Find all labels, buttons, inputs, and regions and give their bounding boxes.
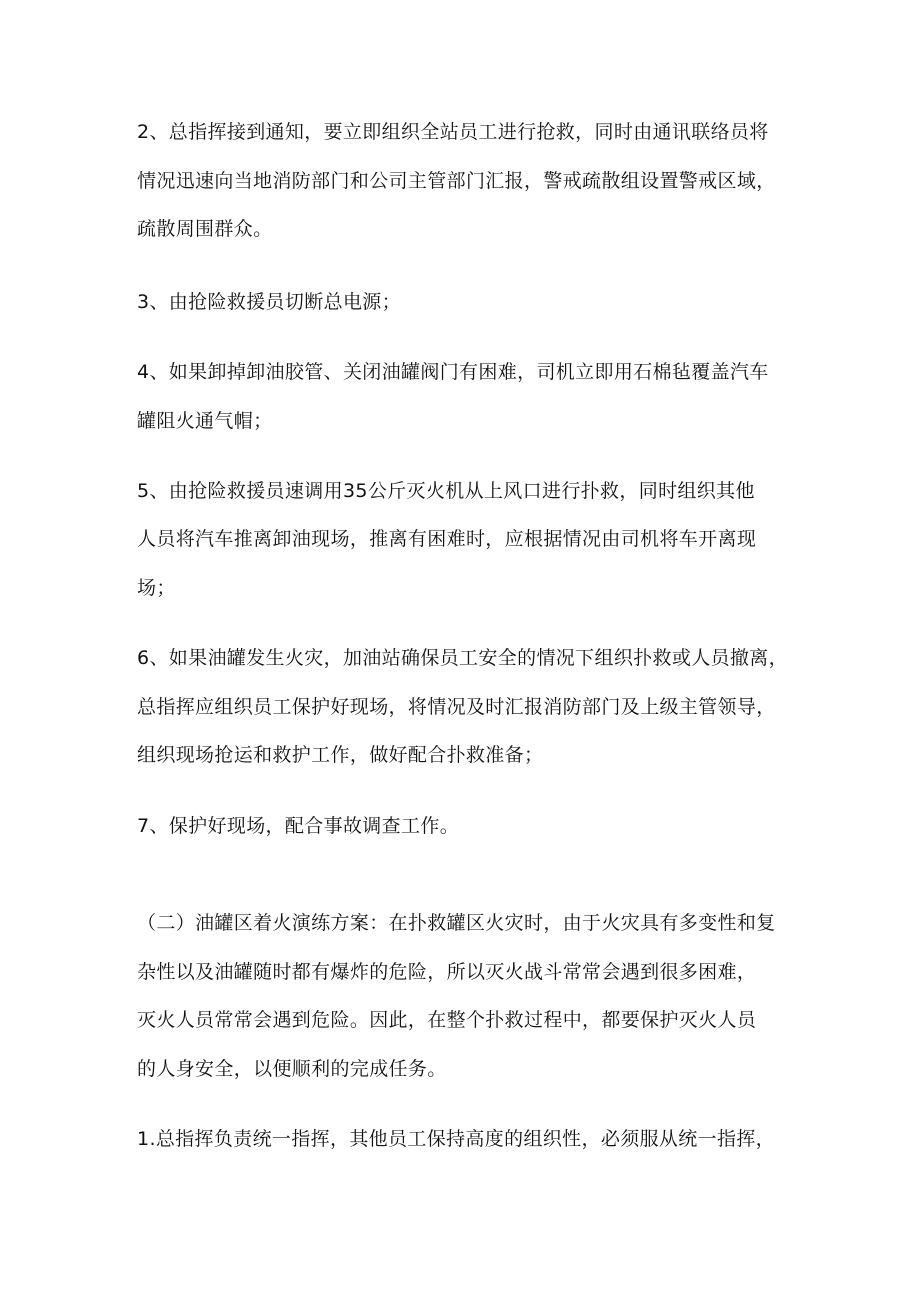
paragraph-item-6-line-3: 组织现场抢运和救护工作，做好配合扑救准备； <box>137 744 544 766</box>
paragraph-item-5-line-3: 场； <box>137 577 176 599</box>
paragraph-item-6-line-1: 6、如果油罐发生火灾，加油站确保员工安全的情况下组织扑救或人员撤离， <box>137 647 788 669</box>
paragraph-item-2-line-2: 情况迅速向当地消防部门和公司主管部门汇报，警戒疏散组设置警戒区域， <box>137 170 776 192</box>
paragraph-item-4-line-2: 罐阻火通气帽； <box>137 410 273 432</box>
paragraph-item-2-line-3: 疏散周围群众。 <box>137 218 273 240</box>
paragraph-item-2-line-1: 2、总指挥接到通知，要立即组织全站员工进行抢救，同时由通讯联络员将 <box>137 121 769 143</box>
paragraph-item-3-line-1: 3、由抢险救援员切断总电源； <box>137 291 401 313</box>
paragraph-item-6-line-2: 总指挥应组织员工保护好现场，将情况及时汇报消防部门及上级主管领导， <box>137 696 776 718</box>
paragraph-section-2-line-4: 的人身安全，以便顺利的完成任务。 <box>137 1058 447 1080</box>
paragraph-item-4-line-1: 4、如果卸掉卸油胶管、关闭油罐阀门有困难，司机立即用石棉毡覆盖汽车 <box>137 361 769 383</box>
paragraph-section-2-line-1: （二）油罐区着火演练方案：在扑救罐区火灾时，由于火灾具有多变性和复 <box>137 912 776 934</box>
paragraph-item-7-line-1: 7、保护好现场，配合事故调查工作。 <box>137 815 460 837</box>
paragraph-item-5-line-2: 人员将汽车推离卸油现场，推离有困难时，应根据情况由司机将车开离现 <box>137 528 757 550</box>
paragraph-section-2-line-2: 杂性以及油罐随时都有爆炸的危险，所以灭火战斗常常会遇到很多困难， <box>137 961 757 983</box>
paragraph-section-2-item-1-line-1: 1.总指挥负责统一指挥，其他员工保持高度的组织性，必须服从统一指挥， <box>137 1128 776 1150</box>
paragraph-section-2-line-3: 灭火人员常常会遇到危险。因此，在整个扑救过程中，都要保护灭火人员 <box>137 1009 757 1031</box>
paragraph-item-5-line-1: 5、由抢险救援员速调用35公斤灭火机从上风口进行扑救，同时组织其他 <box>137 480 755 502</box>
